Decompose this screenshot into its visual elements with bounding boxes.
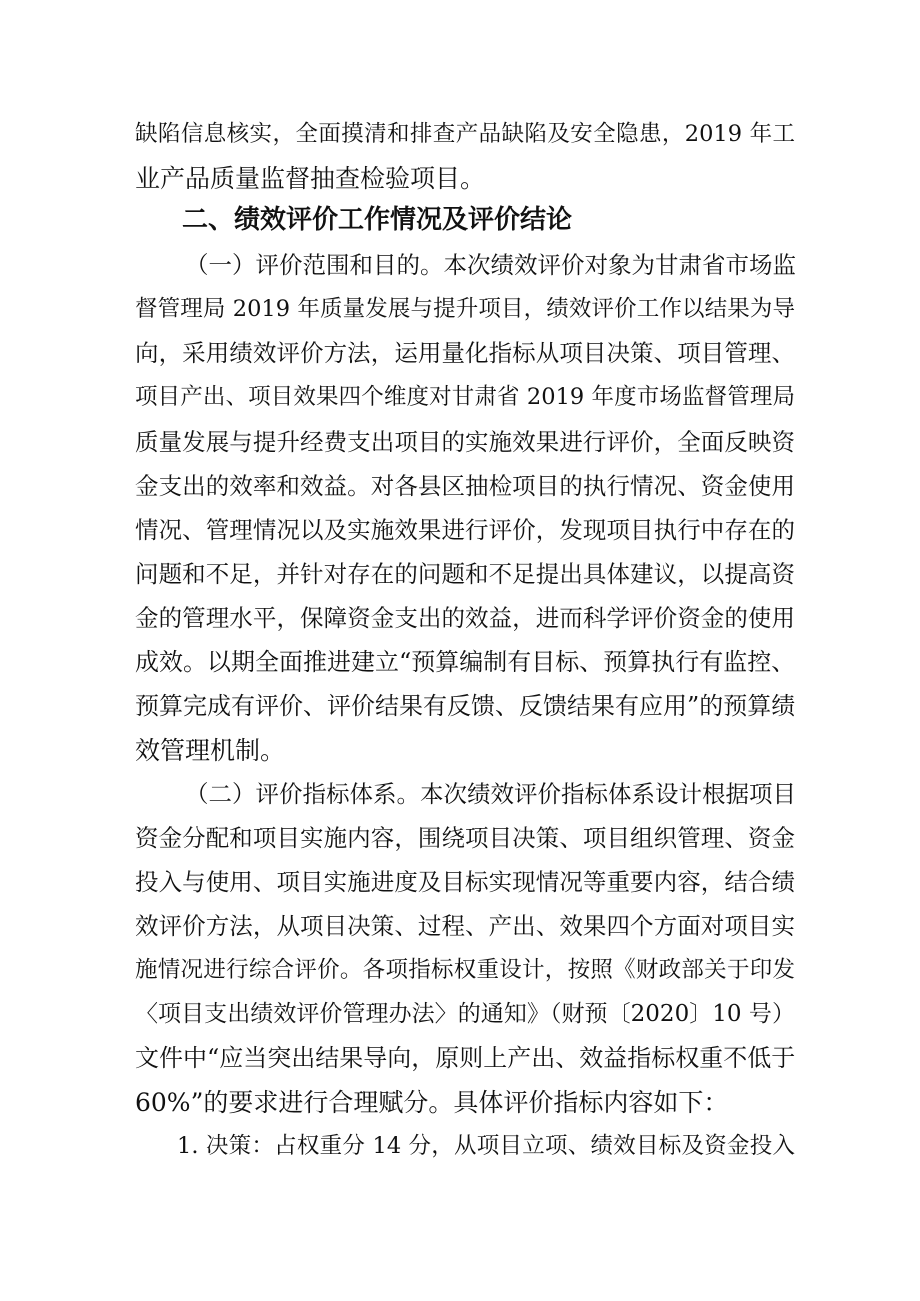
para2-line-6: 〈项目支出绩效评价管理办法〉的通知》（财预〔2020〕10 号） [135,1001,795,1027]
para1-line-5: 质量发展与提升经费支出项目的实施效果进行评价，全面反映资 [135,428,795,456]
para2-line-2: 资金分配和项目实施内容，围绕项目决策、项目组织管理、资金 [135,824,795,852]
para1-line-9: 金的管理水平，保障资金支出的效益，进而科学评价资金的使用 [135,604,795,632]
intro-line-2: 业产品质量监督抽查检验项目。 [135,164,486,193]
para1-line-12: 效管理机制。 [135,736,286,765]
para2-line-3: 投入与使用、项目实施进度及目标实现情况等重要内容，结合绩 [135,868,795,896]
para2-line-1: （二）评价指标体系。本次绩效评价指标体系设计根据项目 [185,780,796,808]
para1-line-7: 情况、管理情况以及实施效果进行评价，发现项目执行中存在的 [135,516,795,544]
para2-line-5: 施情况进行综合评价。各项指标权重设计，按照《财政部关于印发 [135,957,795,983]
para1-line-10: 成效。以期全面推进建立“预算编制有目标、预算执行有监控、 [135,648,796,676]
para1-line-2: 督管理局 2019 年质量发展与提升项目，绩效评价工作以结果为导 [135,296,795,322]
intro-line-1: 缺陷信息核实，全面摸清和排查产品缺陷及安全隐患，2019 年工 [135,121,795,147]
para1-line-4: 项目产出、项目效果四个维度对甘肃省 2019 年度市场监督管理局 [135,384,795,410]
para3-line-1: 1. 决策：占权重分 14 分，从项目立项、绩效目标及资金投入 [177,1133,795,1159]
para1-line-1: （一）评价范围和目的。本次绩效评价对象为甘肃省市场监 [185,251,796,279]
para2-line-4: 效评价方法，从项目决策、过程、产出、效果四个方面对项目实 [135,912,795,940]
section-heading: 二、绩效评价工作情况及评价结论 [182,205,573,235]
para1-line-3: 向，采用绩效评价方法，运用量化指标从项目决策、项目管理、 [135,339,795,367]
para1-line-8: 问题和不足，并针对存在的问题和不足提出具体建议，以提高资 [135,560,795,588]
para2-line-7: 文件中“应当突出结果导向，原则上产出、效益指标权重不低于 [135,1044,796,1072]
para1-line-6: 金支出的效率和效益。对各县区抽检项目的执行情况、资金使用 [135,472,795,500]
para1-line-11: 预算完成有评价、评价结果有反馈、反馈结果有应用”的预算绩 [135,692,796,720]
para2-line-8: 60%”的要求进行合理赋分。具体评价指标内容如下： [135,1088,729,1117]
